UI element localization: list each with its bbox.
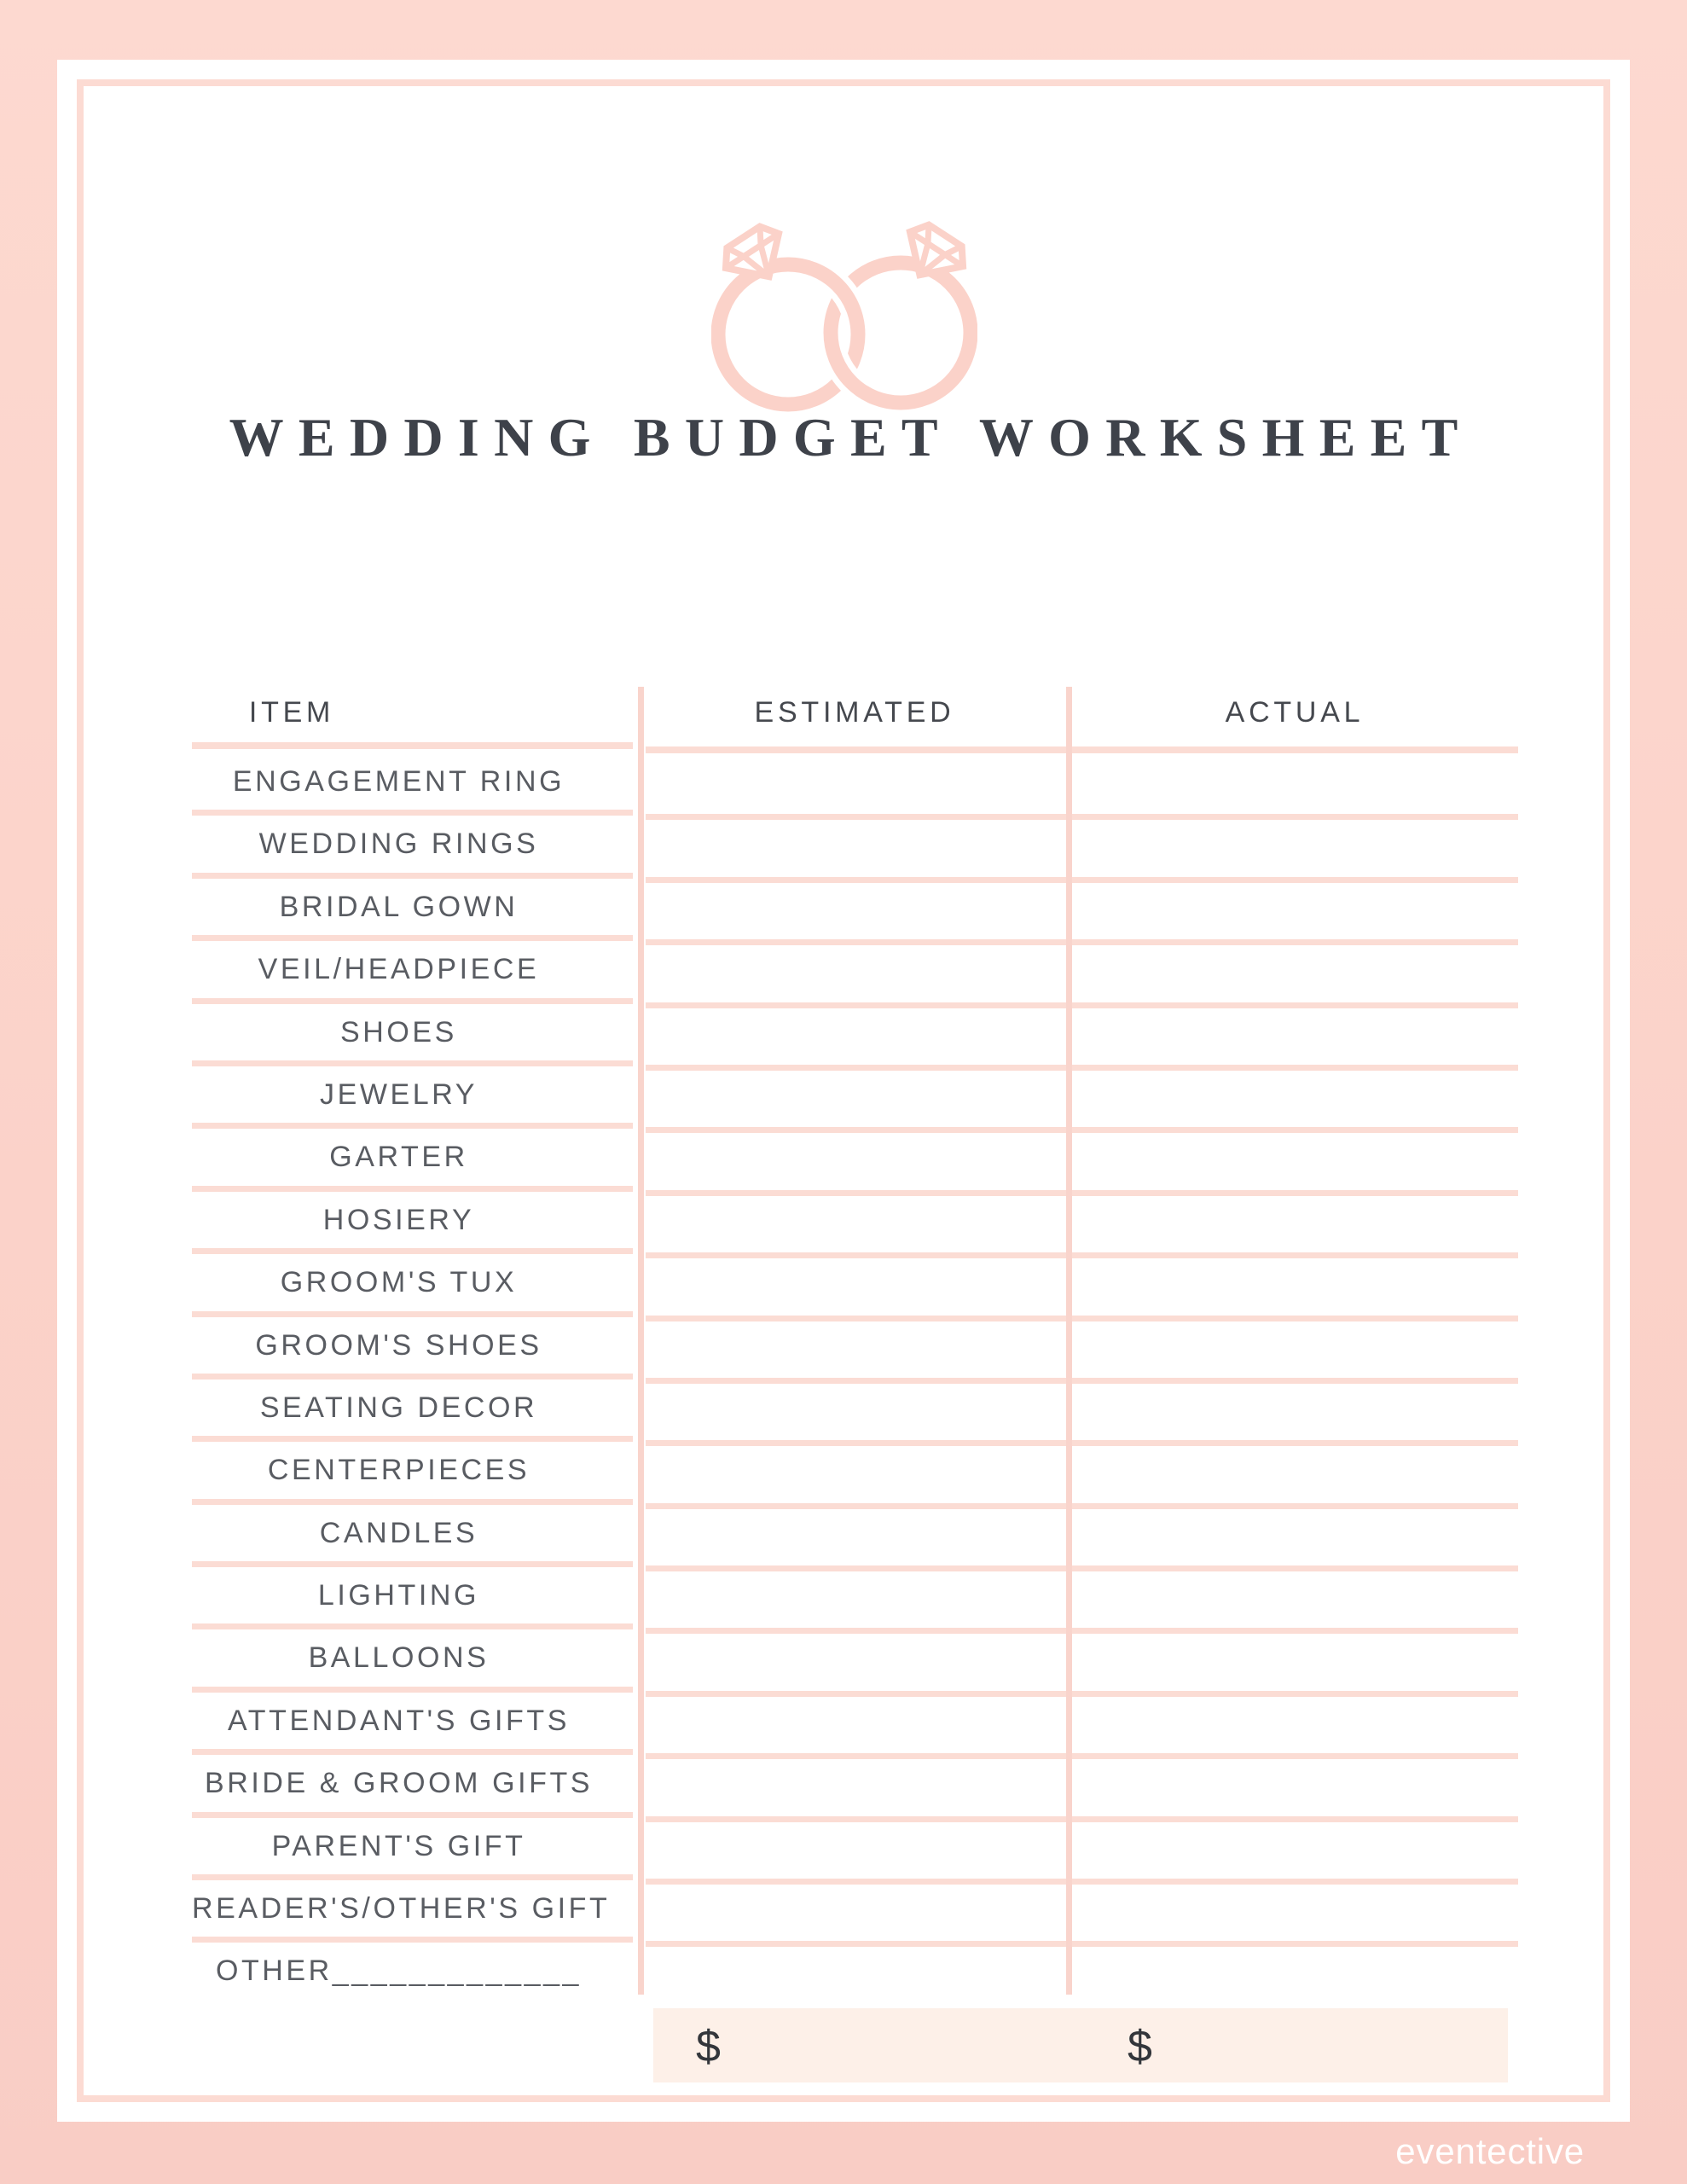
- estimated-cell: [646, 813, 1066, 875]
- actual-cell: [1072, 1002, 1518, 1064]
- estimated-cell: [646, 1439, 1066, 1502]
- actual-cell: [1072, 1690, 1518, 1752]
- estimated-cell: [646, 1377, 1066, 1439]
- item-label: SEATING DECOR: [259, 1391, 538, 1424]
- actual-cell: [1072, 813, 1518, 875]
- item-label: LIGHTING: [317, 1579, 480, 1612]
- actual-cell: [1072, 876, 1518, 938]
- estimated-cell: [646, 938, 1066, 1001]
- item-label: GROOM'S TUX: [280, 1266, 518, 1299]
- estimated-cell: [646, 1815, 1066, 1878]
- actual-cell: [1072, 1315, 1518, 1377]
- table-row: [192, 1565, 1518, 1627]
- table-row: [192, 1878, 1518, 1940]
- table-row: [192, 1752, 1518, 1815]
- table-row: [192, 1815, 1518, 1878]
- column-header-item: ITEM: [248, 696, 335, 729]
- actual-cell: [1072, 1377, 1518, 1439]
- item-label: BRIDAL GOWN: [279, 890, 519, 923]
- table-row: [192, 1189, 1518, 1252]
- actual-cell: [1072, 1064, 1518, 1126]
- estimated-cell: [646, 1878, 1066, 1940]
- header-underline: [192, 742, 633, 749]
- table-row: [192, 1377, 1518, 1439]
- actual-cell: [1072, 1565, 1518, 1627]
- actual-cell: [1072, 1126, 1518, 1188]
- estimated-cell: [646, 876, 1066, 938]
- table-row: [192, 1940, 1518, 2002]
- page-title: WEDDING BUDGET WORKSHEET: [229, 407, 1473, 468]
- table-row: [192, 1002, 1518, 1064]
- item-label: JEWELRY: [320, 1077, 478, 1111]
- actual-cell: [1072, 1815, 1518, 1878]
- estimated-cell: [646, 1565, 1066, 1627]
- estimated-cell: [646, 751, 1066, 813]
- item-label: READER'S/OTHER'S GIFT: [192, 1892, 611, 1926]
- column-header-actual: ACTUAL: [1225, 696, 1365, 729]
- table-row: [192, 1064, 1518, 1126]
- table-row: [192, 1315, 1518, 1377]
- item-label: VEIL/HEADPIECE: [258, 953, 540, 986]
- actual-cell: [1072, 1940, 1518, 2002]
- actual-cell: [1072, 1502, 1518, 1565]
- column-header-estimated: ESTIMATED: [754, 696, 955, 729]
- item-label: WEDDING RINGS: [258, 828, 539, 861]
- actual-cell: [1072, 1627, 1518, 1689]
- totals-bar: [653, 2008, 1508, 2082]
- estimated-cell: [646, 1126, 1066, 1188]
- estimated-total-currency: $: [696, 2022, 721, 2071]
- estimated-cell: [646, 1502, 1066, 1565]
- item-label: SHOES: [340, 1015, 457, 1048]
- estimated-cell: [646, 1189, 1066, 1252]
- estimated-cell: [646, 1940, 1066, 2002]
- item-label: GROOM'S SHOES: [255, 1328, 542, 1362]
- table-rows: [192, 751, 1518, 2003]
- item-label: BRIDE & GROOM GIFTS: [204, 1767, 594, 1800]
- table-row: [192, 1439, 1518, 1502]
- actual-cell: [1072, 1878, 1518, 1940]
- actual-total-currency: $: [1128, 2022, 1152, 2071]
- table-row: [192, 876, 1518, 938]
- table-row: [192, 1252, 1518, 1314]
- estimated-cell: [646, 1002, 1066, 1064]
- budget-table: [192, 682, 1518, 2090]
- actual-cell: [1072, 751, 1518, 813]
- item-label: HOSIERY: [322, 1203, 475, 1236]
- estimated-cell: [646, 1690, 1066, 1752]
- item-label: OTHER_____________: [215, 1955, 583, 1988]
- item-label: CANDLES: [319, 1516, 478, 1549]
- actual-cell: [1072, 1439, 1518, 1502]
- eventective-watermark: eventective: [1395, 2131, 1585, 2171]
- table-row: [192, 1126, 1518, 1188]
- actual-cell: [1072, 938, 1518, 1001]
- wedding-rings-icon: [711, 198, 977, 413]
- estimated-cell: [646, 1752, 1066, 1815]
- table-row: [192, 1690, 1518, 1752]
- item-label: PARENT'S GIFT: [271, 1829, 526, 1862]
- table-row: [192, 1627, 1518, 1689]
- estimated-cell: [646, 1315, 1066, 1377]
- actual-cell: [1072, 1752, 1518, 1815]
- column-divider-actual: [1066, 687, 1072, 1995]
- column-divider-estimated: [638, 687, 644, 1995]
- actual-cell: [1072, 1189, 1518, 1252]
- item-label: ATTENDANT'S GIFTS: [228, 1704, 570, 1737]
- estimated-cell: [646, 1252, 1066, 1314]
- table-row: [192, 1502, 1518, 1565]
- actual-cell: [1072, 1252, 1518, 1314]
- estimated-cell: [646, 1627, 1066, 1689]
- table-row: [192, 938, 1518, 1001]
- item-label: GARTER: [329, 1141, 468, 1174]
- estimated-cell: [646, 1064, 1066, 1126]
- table-row: [192, 813, 1518, 875]
- item-label: CENTERPIECES: [267, 1454, 530, 1487]
- item-label: ENGAGEMENT RING: [232, 765, 565, 798]
- item-label: BALLOONS: [308, 1641, 490, 1675]
- table-row: [192, 751, 1518, 813]
